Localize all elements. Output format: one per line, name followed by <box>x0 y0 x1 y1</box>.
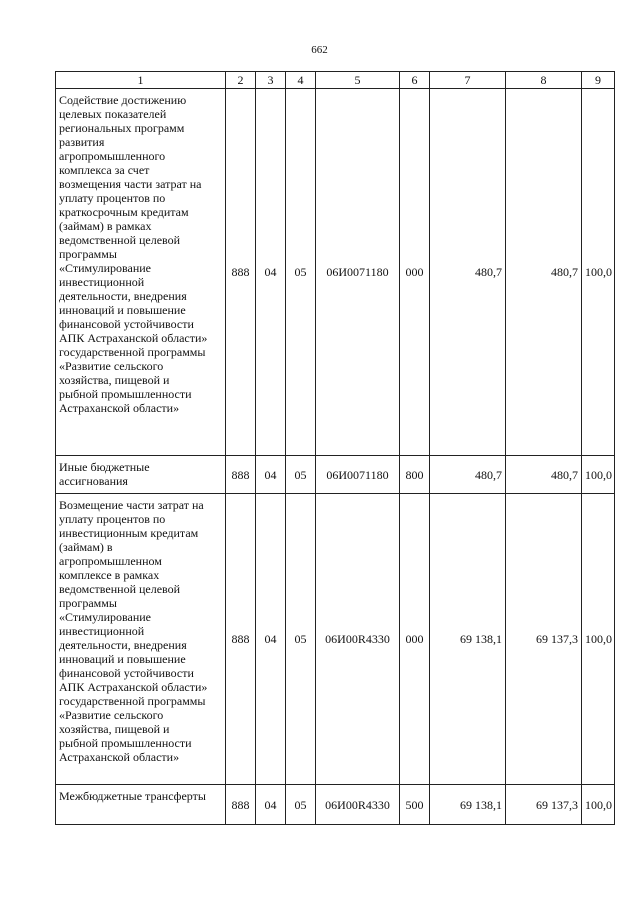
row-name-line: «Стимулирование <box>59 261 151 275</box>
row-name-line: инвестиционной <box>59 275 145 289</box>
section-cell: 04 <box>256 456 286 494</box>
row-name-line: комплексе в рамках <box>59 568 160 582</box>
row-name-line: программы <box>59 596 117 610</box>
row-name-line: комплекса за счет <box>59 163 150 177</box>
row-name-line: краткосрочным кредитам <box>59 205 189 219</box>
header-col-3: 3 <box>256 72 286 89</box>
execution-percent-cell: 100,0 <box>582 89 615 456</box>
row-name-cell <box>56 785 226 825</box>
row-name-line: инноваций и повышение <box>59 303 186 317</box>
row-name-line: программы <box>59 247 117 261</box>
row-name-line: Астраханской области» <box>59 401 180 415</box>
row-name-line: «Стимулирование <box>59 610 151 624</box>
row-name-line: (займам) в рамках <box>59 219 152 233</box>
row-name-line: Межбюджетные трансферты <box>59 789 206 803</box>
row-name-line: инвестиционной <box>59 624 145 638</box>
row-name-line: Иные бюджетные <box>59 460 150 474</box>
section-cell: 04 <box>256 89 286 456</box>
row-name-line: «Развитие сельского <box>59 708 164 722</box>
row-name-line: хозяйства, пищевой и <box>59 722 170 736</box>
row-name-line: Содействие достижению <box>59 93 187 107</box>
expense-type-cell: 500 <box>400 785 430 825</box>
header-col-9: 9 <box>582 72 615 89</box>
target-article-cell: 06И00R4330 <box>316 494 400 785</box>
row-name-line: возмещения части затрат на <box>59 177 202 191</box>
row-name-line: хозяйства, пищевой и <box>59 373 170 387</box>
section-cell: 04 <box>256 785 286 825</box>
row-name-line: агропромышленного <box>59 149 166 163</box>
row-name-cell <box>56 494 226 785</box>
expense-type-cell: 000 <box>400 494 430 785</box>
row-name-line: уплату процентов по <box>59 512 166 526</box>
approved-amount-cell: 480,7 <box>430 89 506 456</box>
row-name-line: Астраханской области» <box>59 750 180 764</box>
budget-code-cell: 888 <box>226 456 256 494</box>
row-name-line: деятельности, внедрения <box>59 638 187 652</box>
execution-percent-cell: 100,0 <box>582 785 615 825</box>
row-name-cell <box>56 89 226 456</box>
table-row <box>56 456 615 494</box>
table-header-row <box>56 72 615 89</box>
execution-percent-cell: 100,0 <box>582 456 615 494</box>
executed-amount-cell: 69 137,3 <box>506 494 582 785</box>
expense-type-cell: 000 <box>400 89 430 456</box>
row-name-cell <box>56 456 226 494</box>
row-name-line: целевых показателей <box>59 107 167 121</box>
row-name-line: рыбной промышленности <box>59 736 192 750</box>
approved-amount-cell: 69 138,1 <box>430 494 506 785</box>
row-name-line: (займам) в <box>59 540 113 554</box>
row-name-line: инвестиционным кредитам <box>59 526 199 540</box>
row-name-line: региональных программ <box>59 121 185 135</box>
page-number: 662 <box>311 44 328 56</box>
table-body <box>56 89 615 825</box>
row-name-line: государственной программы <box>59 694 206 708</box>
execution-percent-cell: 100,0 <box>582 494 615 785</box>
target-article-cell: 06И0071180 <box>316 456 400 494</box>
row-name-line: рыбной промышленности <box>59 387 192 401</box>
target-article-cell: 06И00R4330 <box>316 785 400 825</box>
row-name-line: финансовой устойчивости <box>59 317 194 331</box>
row-name-line: АПК Астраханской области» <box>59 331 208 345</box>
header-col-7: 7 <box>430 72 506 89</box>
header-col-8: 8 <box>506 72 582 89</box>
subsection-cell: 05 <box>286 456 316 494</box>
table-row <box>56 494 615 785</box>
row-name-line: агропромышленном <box>59 554 162 568</box>
header-col-5: 5 <box>316 72 400 89</box>
row-name-line: деятельности, внедрения <box>59 289 187 303</box>
row-name-line: государственной программы <box>59 345 206 359</box>
table-row <box>56 785 615 825</box>
header-col-6: 6 <box>400 72 430 89</box>
budget-table <box>55 71 615 825</box>
subsection-cell: 05 <box>286 785 316 825</box>
row-name-line: финансовой устойчивости <box>59 666 194 680</box>
target-article-cell: 06И0071180 <box>316 89 400 456</box>
budget-code-cell: 888 <box>226 785 256 825</box>
budget-code-cell: 888 <box>226 494 256 785</box>
row-name-line: уплату процентов по <box>59 191 166 205</box>
row-name-line: АПК Астраханской области» <box>59 680 208 694</box>
row-name-line: ведомственной целевой <box>59 233 181 247</box>
executed-amount-cell: 69 137,3 <box>506 785 582 825</box>
row-name-line: ассигнования <box>59 474 128 488</box>
header-col-4: 4 <box>286 72 316 89</box>
row-name-line: Возмещение части затрат на <box>59 498 204 512</box>
executed-amount-cell: 480,7 <box>506 89 582 456</box>
approved-amount-cell: 69 138,1 <box>430 785 506 825</box>
section-cell: 04 <box>256 494 286 785</box>
header-col-2: 2 <box>226 72 256 89</box>
row-name-line: ведомственной целевой <box>59 582 181 596</box>
row-name-line: развития <box>59 135 105 149</box>
budget-code-cell: 888 <box>226 89 256 456</box>
executed-amount-cell: 480,7 <box>506 456 582 494</box>
expense-type-cell: 800 <box>400 456 430 494</box>
row-name-line: инноваций и повышение <box>59 652 186 666</box>
subsection-cell: 05 <box>286 89 316 456</box>
table-row <box>56 89 615 456</box>
row-name-line: «Развитие сельского <box>59 359 164 373</box>
subsection-cell: 05 <box>286 494 316 785</box>
approved-amount-cell: 480,7 <box>430 456 506 494</box>
header-col-1: 1 <box>56 72 226 89</box>
